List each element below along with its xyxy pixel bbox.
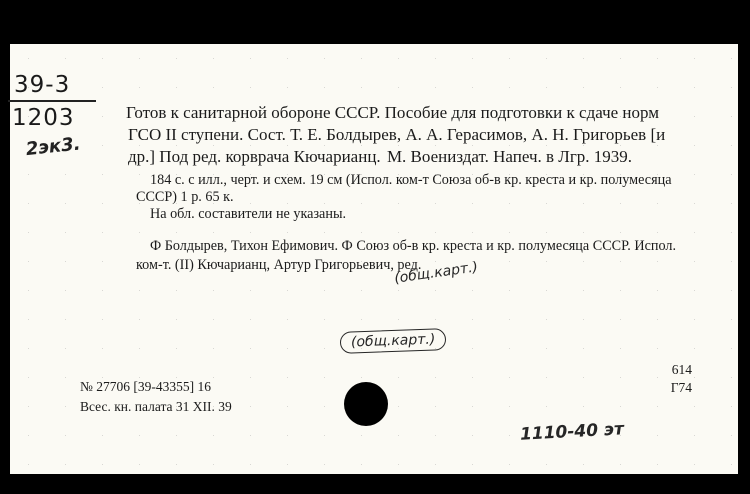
book-chamber-stamp: Всес. кн. палата 31 XII. 39 — [80, 399, 232, 414]
record-number: № 27706 [39-43355] 16 — [80, 379, 211, 394]
author-mark: Г74 — [670, 380, 692, 395]
classification — [640, 361, 692, 397]
title-statement: Готов к санитарной обороне СССР. Пособие для подготовки к сдаче норм ГСО II ступени. Сост. Т. Е. Болдырев, А. А. Герасимов, А. Н. Григорьев [и др.] Под ред. корврача Кючарианц. — [126, 103, 666, 166]
bibliographic-entry — [128, 102, 693, 275]
accession-handwriting: 1110-40 эт — [519, 419, 625, 445]
shelfmark-note: 2эк3. — [24, 132, 82, 160]
contents-note: На обл. составители не указаны. — [150, 206, 347, 222]
tracings: Ф Болдырев, Тихон Ефимович. Ф Союз об-в кр. креста и кр. полумесяца СССР. Испол. ком-т. (II) Кючарианц, Артур Григорьевич, ред. — [136, 238, 676, 273]
handwritten-annotation-2: (общ.карт.) — [340, 328, 447, 354]
handwritten-annotation-1: (общ.карт.) — [393, 259, 480, 287]
classification-number: 614 — [671, 362, 692, 377]
punch-hole — [344, 382, 388, 426]
title-paragraph — [128, 102, 693, 168]
shelfmark-top: 39-3 — [14, 72, 71, 98]
shelfmark — [8, 72, 108, 162]
collation: 184 с. с илл., черт. и схем. 19 см (Испол. ком-т Союза об-в кр. креста и кр. полумесяца СССР) 1 р. 65 к. — [136, 172, 672, 205]
footer-left — [80, 377, 232, 417]
shelfmark-rule — [8, 100, 96, 102]
shelfmark-bottom: 1203 — [12, 104, 75, 131]
imprint: М. Воениздат. Напеч. в Лгр. 1939. — [386, 147, 633, 166]
